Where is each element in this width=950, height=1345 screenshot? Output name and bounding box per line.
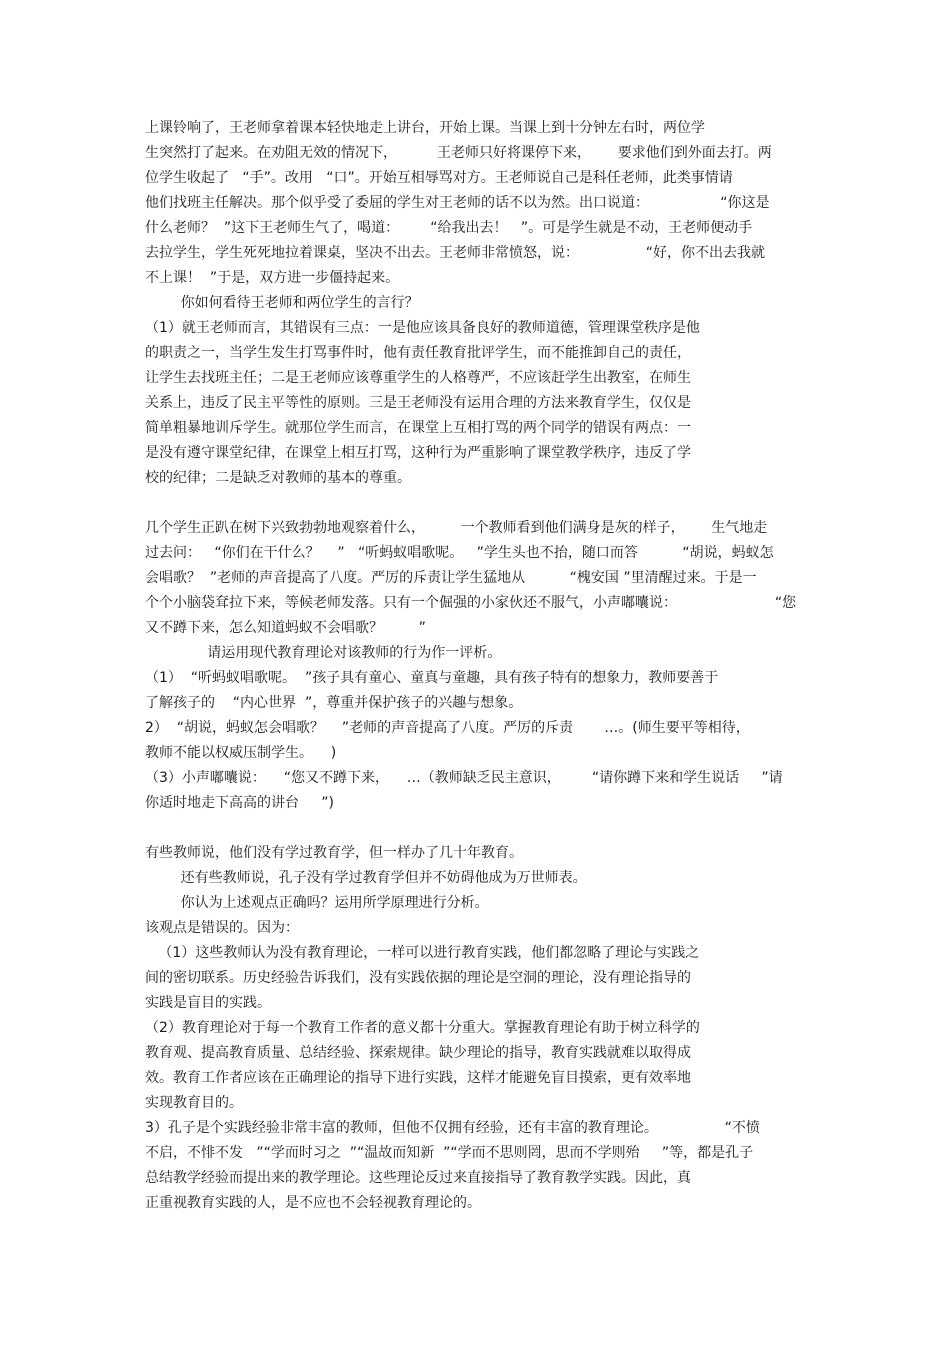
case3-intro-line: 有些教师说，他们没有学过教育学，但一样办了几十年教育。 bbox=[145, 845, 523, 861]
case2-answer-line: （3）小声嘟囔说： “您又不蹲下来， …（教师缺乏民主意识， “请你蹲下来和学生说话 ”请 bbox=[145, 770, 783, 786]
case1-story-line: 不上课！ ”于是，双方进一步僵持起来。 bbox=[145, 270, 400, 286]
case1-story-line: 上课铃响了，王老师拿着课本轻快地走上讲台，开始上课。当课上到十分钟左右时，两位学 bbox=[145, 120, 705, 136]
case3-answer-line: （1）这些教师认为没有教育理论，一样可以进行教育实践，他们都忽略了理论与实践之 bbox=[145, 945, 700, 961]
case1-story-line: 位学生收起了 “手”。改用 “口”。开始互相辱骂对方。王老师说自己是科任老师，此类事情请 bbox=[145, 170, 733, 186]
case3-answer-line: 总结教学经验而提出来的教学理论。这些理论反过来直接指导了教育教学实践。因此，真 bbox=[145, 1170, 691, 1186]
case2-story-line: 过去问： “你们在干什么？ ” “听蚂蚁唱歌呢。 ”学生头也不抬，随口而答 “胡说，蚂蚁怎 bbox=[145, 545, 774, 561]
case2-story-line: 个个小脑袋耷拉下来，等候老师发落。只有一个倔强的小家伙还不服气，小声嘟囔说： “您 bbox=[145, 595, 797, 611]
case1-answer-line: 校的纪律；二是缺乏对教师的基本的尊重。 bbox=[145, 470, 411, 486]
case1-answer-line: 是没有遵守课堂纪律，在课堂上相互打骂，这种行为严重影响了课堂教学秩序，违反了学 bbox=[145, 445, 691, 461]
case3-answer-line: 间的密切联系。历史经验告诉我们，没有实践依据的理论是空洞的理论，没有理论指导的 bbox=[145, 970, 691, 986]
case2-story-line: 又不蹲下来，怎么知道蚂蚁不会唱歌？ ” bbox=[145, 620, 426, 636]
case3-intro-line: 还有些教师说，孔子没有学过教育学但并不妨碍他成为万世师表。 bbox=[145, 870, 587, 886]
case2-answer-line: （1） “听蚂蚁唱歌呢。 ”孩子具有童心、童真与童趣，具有孩子特有的想象力，教师要善于 bbox=[145, 670, 719, 686]
case1-question: 你如何看待王老师和两位学生的言行？ bbox=[145, 295, 419, 311]
case2-answer-line: 了解孩子的 “内心世界 ”，尊重并保护孩子的兴趣与想象。 bbox=[145, 695, 523, 711]
case3-answer-line: 该观点是错误的。因为： bbox=[145, 920, 299, 936]
case1-story-line: 去拉学生，学生死死地拉着课桌，坚决不出去。王老师非常愤怒，说： “好，你不出去我就 bbox=[145, 245, 766, 261]
case3-answer-line: （2）教育理论对于每一个教育工作者的意义都十分重大。掌握教育理论有助于树立科学的 bbox=[145, 1020, 700, 1036]
case2-answer-line: 你适时地走下高高的讲台 ”) bbox=[145, 795, 334, 811]
case2-question: 请运用现代教育理论对该教师的行为作一评析。 bbox=[145, 645, 502, 661]
case1-answer-line: 让学生去找班主任；二是王老师应该尊重学生的人格尊严，不应该赶学生出教室，在师生 bbox=[145, 370, 691, 386]
case3-answer-line: 正重视教育实践的人，是不应也不会轻视教育理论的。 bbox=[145, 1195, 481, 1211]
case3-answer-line: 效。教育工作者应该在正确理论的指导下进行实践，这样才能避免盲目摸索，更有效率地 bbox=[145, 1070, 691, 1086]
case1-story-line: 生突然打了起来。在劝阻无效的情况下， 王老师只好将课停下来， 要求他们到外面去打。两 bbox=[145, 145, 772, 161]
case2-answer-line: 2） “胡说，蚂蚁怎会唱歌？ ”老师的声音提高了八度。严厉的斥责 …。(师生要平等相待， bbox=[145, 720, 750, 736]
case2-story-line: 会唱歌？ ”老师的声音提高了八度。严厉的斥责让学生猛地从 “槐安国 ”里清醒过来。于是一 bbox=[145, 570, 757, 586]
case1-story-line: 什么老师？ ”这下王老师生气了，喝道： “给我出去！ ”。可是学生就是不动，王老师便动手 bbox=[145, 220, 753, 236]
case1-answer-line: （1）就王老师而言，其错误有三点：一是他应该具备良好的教师道德，管理课堂秩序是他 bbox=[145, 320, 700, 336]
case3-answer-line: 教育观、提高教育质量、总结经验、探索规律。缺少理论的指导，教育实践就难以取得成 bbox=[145, 1045, 691, 1061]
case1-answer-line: 关系上，违反了民主平等性的原则。三是王老师没有运用合理的方法来教育学生，仅仅是 bbox=[145, 395, 691, 411]
case1-answer-line: 简单粗暴地训斥学生。就那位学生而言，在课堂上互相打骂的两个同学的错误有两点：一 bbox=[145, 420, 691, 436]
case2-story-line: 几个学生正趴在树下兴致勃勃地观察着什么， 一个教师看到他们满身是灰的样子， 生气地走 bbox=[145, 520, 768, 536]
case1-story-line: 他们找班主任解决。那个似乎受了委屈的学生对王老师的话不以为然。出口说道： “你这是 bbox=[145, 195, 770, 211]
case3-answer-line: 不启，不悱不发 ”“学而时习之 ”“温故而知新 ”“学而不思则罔，思而不学则殆 ”等，都是孔子 bbox=[145, 1145, 754, 1161]
case3-answer-line: 实现教育目的。 bbox=[145, 1095, 243, 1111]
case3-intro-line: 你认为上述观点正确吗？运用所学原理进行分析。 bbox=[145, 895, 489, 911]
case3-answer-line: 实践是盲目的实践。 bbox=[145, 995, 271, 1011]
case3-answer-line: 3）孔子是个实践经验非常丰富的教师，但他不仅拥有经验，还有丰富的教育理论。 “不愤 bbox=[145, 1120, 760, 1136]
case1-answer-line: 的职责之一，当学生发生打骂事件时，他有责任教育批评学生，而不能推卸自己的责任， bbox=[145, 345, 691, 361]
case2-answer-line: 教师不能以权威压制学生。 ) bbox=[145, 745, 337, 761]
